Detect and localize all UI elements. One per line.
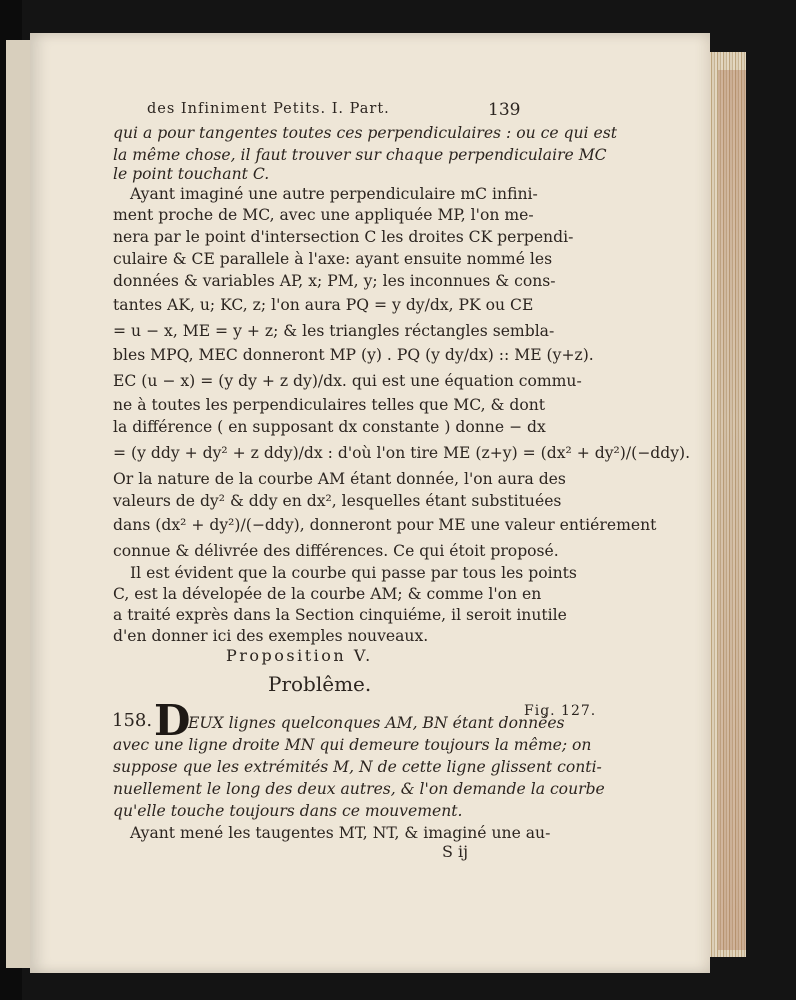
body-line: Il est évident que la courbe qui passe par tous les points (130, 564, 577, 582)
body-line: données & variables AP, x; PM, y; les inconnues & cons- (113, 272, 556, 290)
body-line: la même chose, il faut trouver sur chaque perpendiculaire MC (113, 146, 607, 164)
figure-reference: Fig. 127. (524, 703, 597, 719)
problem-heading: Problême. (268, 672, 372, 696)
proposition-heading: Proposition V. (226, 646, 373, 665)
body-line: connue & délivrée des différences. Ce qui étoit proposé. (113, 542, 559, 560)
body-line: C, est la dévelopée de la courbe AM; & comme l'on en (113, 585, 542, 603)
problem-line: EUX lignes quelconques AM, BN étant données (188, 714, 565, 732)
problem-line: qu'elle touche toujours dans ce mouvement. (113, 802, 463, 820)
body-line: a traité exprès dans la Section cinquiéme, il seroit inutile (113, 606, 567, 624)
body-line: d'en donner ici des exemples nouveaux. (113, 627, 429, 645)
body-line: nera par le point d'intersection C les droites CK perpendi- (113, 228, 574, 246)
body-line: le point touchant C. (113, 165, 270, 183)
body-line: = (y ddy + dy² + z ddy)/dx : d'où l'on tire ME (z+y) = (dx² + dy²)/(−ddy). (113, 444, 691, 462)
page-number: 139 (488, 100, 521, 120)
body-line: Ayant imaginé une autre perpendiculaire mC infini- (130, 185, 538, 203)
running-head: des Infiniment Petits. I. Part. (147, 101, 390, 117)
edge-stain (718, 70, 746, 950)
body-line: = u − x, ME = y + z; & les triangles réctangles sembla- (113, 322, 555, 340)
drop-cap: D (154, 696, 191, 745)
problem-line: suppose que les extrémités M, N de cette ligne glissent conti- (113, 758, 602, 776)
body-line: culaire & CE parallele à l'axe: ayant ensuite nommé les (113, 250, 553, 268)
problem-line: avec une ligne droite MN qui demeure toujours la même; on (113, 736, 592, 754)
problem-line: nuellement le long des deux autres, & l'on demande la courbe (113, 780, 605, 798)
problem-line: Ayant mené les taugentes MT, NT, & imaginé une au- (130, 824, 551, 842)
body-line: qui a pour tangentes toutes ces perpendiculaires : ou ce qui est (113, 124, 617, 142)
article-number: 158. (112, 710, 153, 731)
body-line: dans (dx² + dy²)/(−ddy), donneront pour ME une valeur entiérement (113, 516, 657, 534)
signature-mark: S ij (442, 842, 469, 861)
body-line: ne à toutes les perpendiculaires telles que MC, & dont (113, 396, 546, 414)
body-line: EC (u − x) = (y dy + z dy)/dx. qui est une équation commu- (113, 372, 582, 390)
body-line: bles MPQ, MEC donneront MP (y) . PQ (y dy/dx) :: ME (y+z). (113, 346, 594, 364)
body-line: valeurs de dy² & ddy en dx², lesquelles étant substituées (113, 492, 562, 510)
body-line: tantes AK, u; KC, z; l'on aura PQ = y dy/dx, PK ou CE (113, 296, 534, 314)
body-line: la différence ( en supposant dx constante ) donne − dx (113, 418, 546, 436)
body-line: ment proche de MC, avec une appliquée MP, l'on me- (113, 206, 534, 224)
body-line: Or la nature de la courbe AM étant donnée, l'on aura des (113, 470, 566, 488)
